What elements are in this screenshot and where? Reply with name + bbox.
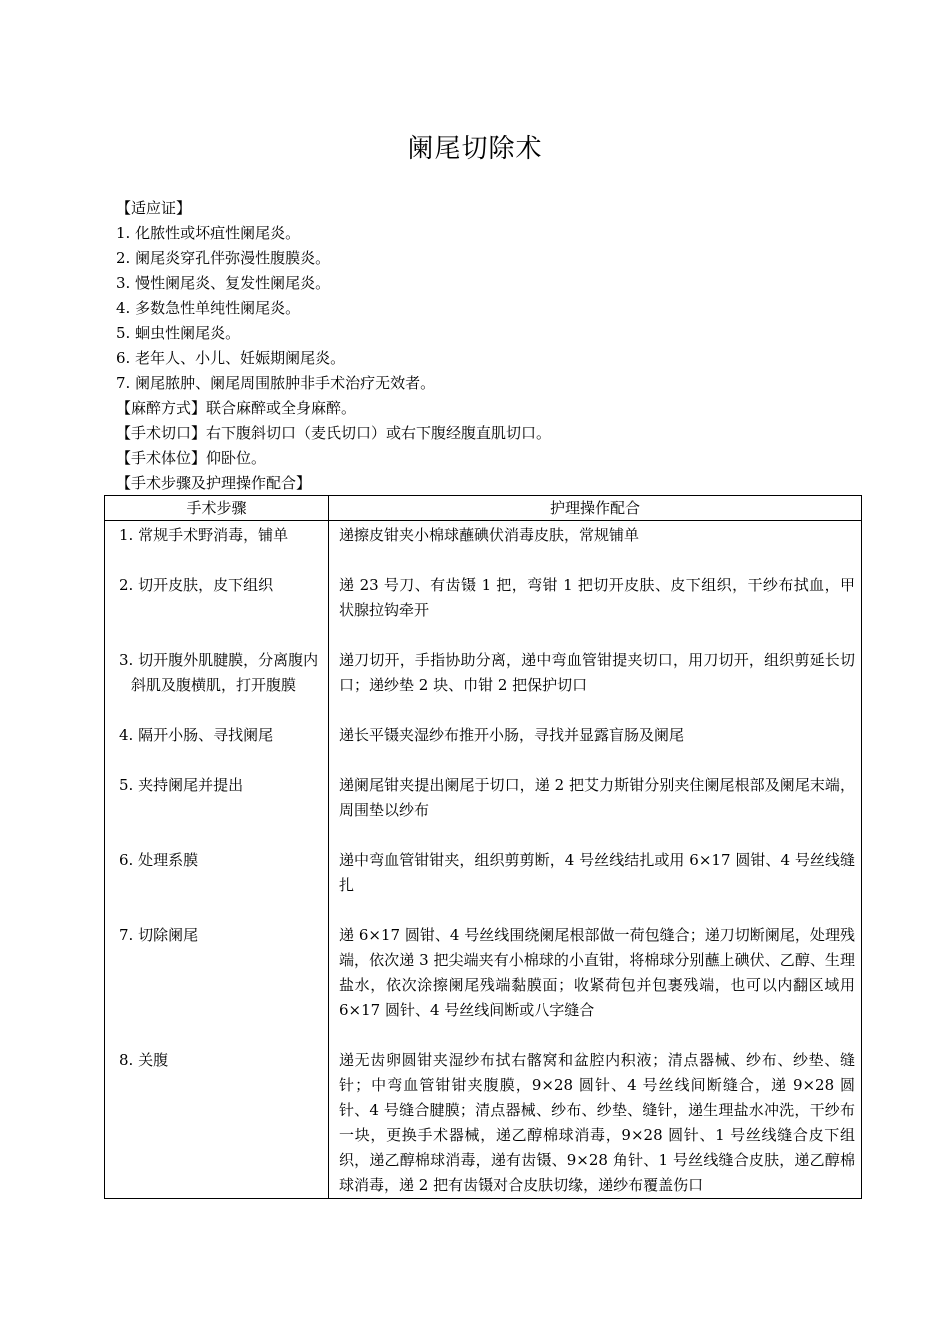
step-cell: 6. 处理系膜 bbox=[105, 846, 329, 921]
step-cell: 2. 切开皮肤，皮下组织 bbox=[105, 571, 329, 646]
step-cell: 8. 关腹 bbox=[105, 1046, 329, 1199]
table-row bbox=[105, 846, 862, 921]
intro-section bbox=[116, 196, 856, 496]
step-cell: 1. 常规手术野消毒，铺单 bbox=[105, 521, 329, 571]
indication-item: 4. 多数急性单纯性阑尾炎。 bbox=[116, 299, 301, 317]
table-header-row bbox=[105, 496, 862, 521]
indication-item: 2. 阑尾炎穿孔伴弥漫性腹膜炎。 bbox=[116, 249, 331, 267]
table-row bbox=[105, 721, 862, 771]
step-cell: 7. 切除阑尾 bbox=[105, 921, 329, 1046]
nursing-cell: 递无齿卵圆钳夹湿纱布拭右髂窝和盆腔内积液；清点器械、纱布、纱垫、缝针；中弯血管钳钳夹腹膜，9×28 圆针、4 号丝线间断缝合，递 9×28 圆针、4 号缝合腱膜；清点器械、纱布、纱垫、缝针，递生理盐水冲洗，干纱布一块，更换手术器械，递乙醇棉球消毒，9×28 圆针、1 号丝线缝合皮下组织，递乙醇棉球消毒，递有齿镊、9×28 角针、1 号丝线缝合皮肤，递乙醇棉球消毒，递 2 把有齿镊对合皮肤切缘，递纱布覆盖伤口 bbox=[329, 1046, 862, 1199]
section-heading-steps: 【手术步骤及护理操作配合】 bbox=[116, 474, 312, 492]
nursing-cell: 递阑尾钳夹提出阑尾于切口，递 2 把艾力斯钳分别夹住阑尾根部及阑尾末端，周围垫以纱布 bbox=[329, 771, 862, 846]
table-row bbox=[105, 921, 862, 1046]
position-line: 【手术体位】仰卧位。 bbox=[116, 449, 267, 467]
nursing-cell: 递 6×17 圆钳、4 号丝线围绕阑尾根部做一荷包缝合；递刀切断阑尾，处理残端，依次递 3 把尖端夹有小棉球的小直钳，将棉球分别蘸上碘伏、乙醇、生理盐水，依次涂擦阑尾残端黏膜面；收紧荷包并包裹残端，也可以内翻区域用 6×17 圆针、4 号丝线间断或八字缝合 bbox=[329, 921, 862, 1046]
section-heading-indications: 【适应证】 bbox=[116, 199, 192, 217]
step-cell: 3. 切开腹外肌腱膜，分离腹内斜肌及腹横肌，打开腹膜 bbox=[105, 646, 329, 721]
indication-item: 6. 老年人、小儿、妊娠期阑尾炎。 bbox=[116, 349, 346, 367]
indication-item: 3. 慢性阑尾炎、复发性阑尾炎。 bbox=[116, 274, 331, 292]
steps-table bbox=[104, 495, 862, 1199]
page-title: 阑尾切除术 bbox=[407, 134, 543, 164]
header-nursing: 护理操作配合 bbox=[329, 496, 862, 521]
nursing-cell: 递刀切开，手指协助分离，递中弯血管钳提夹切口，用刀切开，组织剪延长切口；递纱垫 2 块、巾钳 2 把保护切口 bbox=[329, 646, 862, 721]
header-step: 手术步骤 bbox=[105, 496, 329, 521]
indication-item: 7. 阑尾脓肿、阑尾周围脓肿非手术治疗无效者。 bbox=[116, 374, 436, 392]
incision-line: 【手术切口】右下腹斜切口（麦氏切口）或右下腹经腹直肌切口。 bbox=[116, 424, 552, 442]
table-row bbox=[105, 771, 862, 846]
table-row bbox=[105, 571, 862, 646]
nursing-cell: 递擦皮钳夹小棉球蘸碘伏消毒皮肤，常规铺单 bbox=[329, 521, 862, 571]
indication-item: 5. 蛔虫性阑尾炎。 bbox=[116, 324, 241, 342]
table-row bbox=[105, 1046, 862, 1199]
step-cell: 4. 隔开小肠、寻找阑尾 bbox=[105, 721, 329, 771]
step-cell: 5. 夹持阑尾并提出 bbox=[105, 771, 329, 846]
table-row bbox=[105, 646, 862, 721]
anesthesia-line: 【麻醉方式】联合麻醉或全身麻醉。 bbox=[116, 399, 357, 417]
nursing-cell: 递长平镊夹湿纱布推开小肠，寻找并显露盲肠及阑尾 bbox=[329, 721, 862, 771]
nursing-cell: 递中弯血管钳钳夹，组织剪剪断，4 号丝线结扎或用 6×17 圆钳、4 号丝线缝扎 bbox=[329, 846, 862, 921]
nursing-cell: 递 23 号刀、有齿镊 1 把，弯钳 1 把切开皮肤、皮下组织，干纱布拭血，甲状腺拉钩牵开 bbox=[329, 571, 862, 646]
table-row bbox=[105, 521, 862, 571]
indication-item: 1. 化脓性或坏疽性阑尾炎。 bbox=[116, 224, 301, 242]
